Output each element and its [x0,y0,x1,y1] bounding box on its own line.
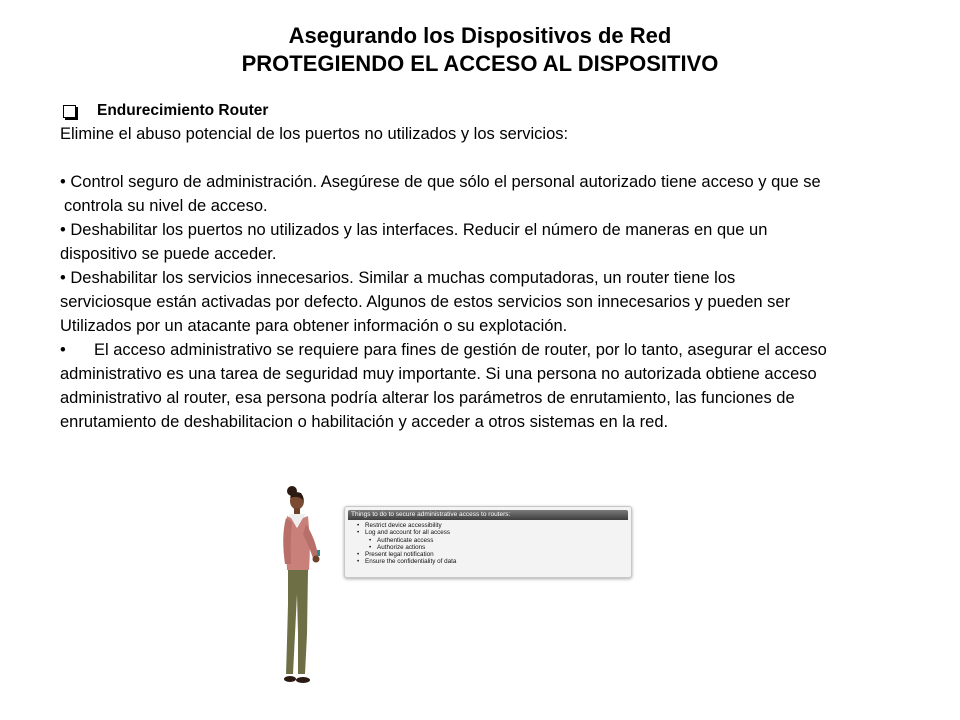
bullet-4-line-1 [60,338,920,362]
slide-body [60,100,920,434]
panel-list [345,522,631,566]
checkbox-bullet-icon [63,105,76,118]
bullet-1-line-1: • Control seguro de administración. Asegúrese de que sólo el personal autorizado tiene acceso y que se [60,173,821,191]
title-block [0,22,960,78]
bullet-4-line-3: administrativo al router, esa persona podría alterar los parámetros de enrutamiento, las funciones de [60,389,795,407]
list-item: • Restrict device accessibility [357,522,631,529]
list-item: • Authorize actions [357,544,631,551]
section-heading [60,100,920,122]
section-heading-label: Endurecimiento Router [97,102,269,119]
bullet-3-line-2: serviciosque están activadas por defecto. Algunos de estos servicios son innecesarios y pueden ser [60,293,791,311]
bullet-3-line-1: • Deshabilitar los servicios innecesarios. Similar a muchas computadoras, un router tiene los [60,269,736,287]
bullet-4-line-4: enrutamiento de deshabilitacion o habilitación y acceder a otros sistemas en la red. [60,413,669,431]
bullet-2-line-2: dispositivo se puede acceder. [60,245,277,263]
panel-header: Things to do to secure administrative access to routers: [348,510,628,520]
list-item: • Present legal notification [357,551,631,558]
woman-figure-illustration [272,484,322,686]
bullet-4-marker: • [60,341,66,359]
bullet-1-line-2: controla su nivel de acceso. [64,197,268,215]
bullet-4-line-2: administrativo es una tarea de seguridad muy importante. Si una persona no autorizada obtiene acceso [60,365,817,383]
slide-subtitle: PROTEGIENDO EL ACCESO AL DISPOSITIVO [241,51,719,76]
security-checklist-panel [344,506,632,578]
bullet-3-line-3: Utilizados por un atacante para obtener información o su explotación. [60,317,568,335]
bullet-4-line-1-text: El acceso administrativo se requiere para fines de gestión de router, por lo tanto, asegurar el acceso [94,341,827,359]
intro-text: Elimine el abuso potencial de los puertos no utilizados y los servicios: [60,125,569,143]
slide-title: Asegurando los Dispositivos de Red [288,23,672,48]
list-item: • Authenticate access [357,537,631,544]
list-item: • Ensure the confidentiality of data [357,558,631,565]
list-item: • Log and account for all access [357,529,631,536]
bullet-2-line-1: • Deshabilitar los puertos no utilizados y las interfaces. Reducir el número de maneras en que un [60,221,768,239]
spacer [60,146,920,170]
